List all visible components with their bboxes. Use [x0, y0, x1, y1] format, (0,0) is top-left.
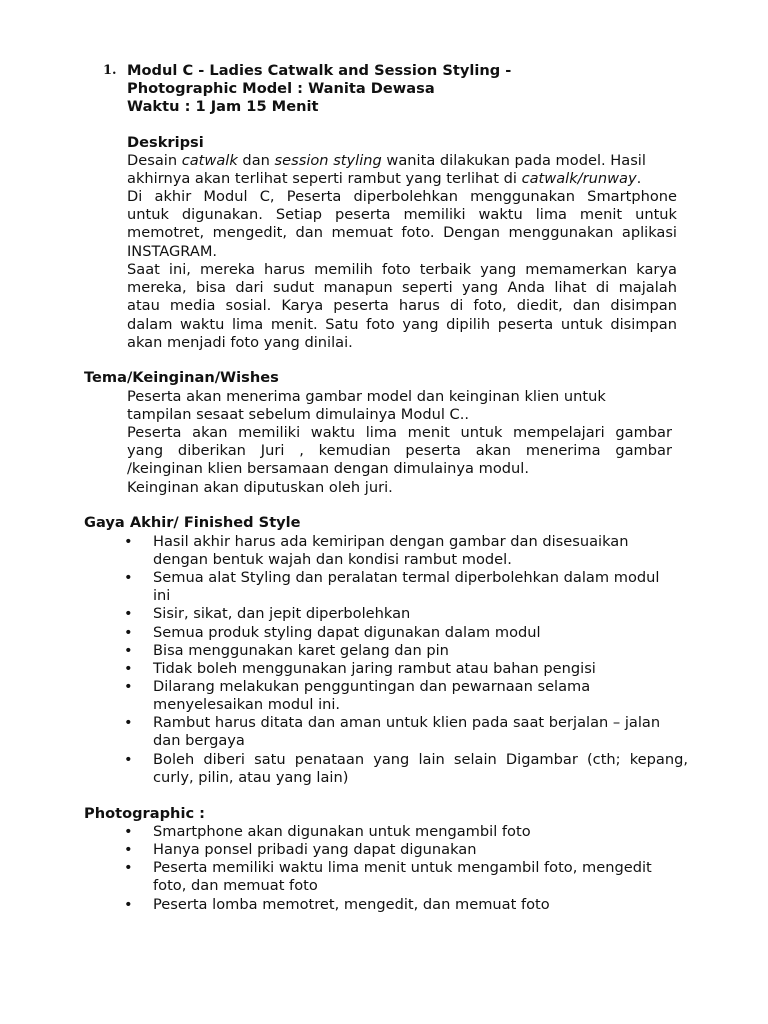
text-line: Peserta akan menerima gambar model dan keinginan klien untuk	[127, 388, 606, 405]
text-line: /keinginan klien bersamaan dengan dimulainya modul.	[127, 460, 529, 478]
deskripsi-p1-line2: akhirnya akan terlihat seperti rambut yang terlihat di catwalk/runway.	[127, 170, 642, 188]
text-line: Semua alat Styling dan peralatan termal diperbolehkan dalam modul	[153, 569, 660, 586]
tema-paragraph-2	[127, 424, 672, 479]
module-title-line2: Photographic Model : Wanita Dewasa	[127, 80, 435, 97]
text-line: akan menjadi foto yang dinilai.	[127, 333, 353, 351]
list-item	[153, 533, 688, 569]
bullet-icon: •	[124, 605, 133, 622]
photographic-heading: Photographic :	[84, 805, 206, 822]
list-item: Smartphone akan digunakan untuk mengambil foto	[153, 823, 531, 840]
list-item: Sisir, sikat, dan jepit diperbolehkan	[153, 605, 411, 622]
deskripsi-p1-line1: Desain catwalk dan session styling wanita dilakukan pada model. Hasil	[127, 152, 646, 169]
bullet-icon: •	[124, 714, 133, 731]
list-item: Semua produk styling dapat digunakan dalam modul	[153, 624, 541, 641]
text-line: dalam waktu lima menit. Satu foto yang dipilih peserta untuk disimpan	[127, 315, 677, 333]
text-line: Rambut harus ditata dan aman untuk klien pada saat berjalan – jalan	[153, 714, 661, 731]
deskripsi-paragraph-1	[127, 152, 677, 188]
text-line: dan bergaya	[153, 732, 245, 750]
text-line: Dilarang melakukan pengguntingan dan pewarnaan selama	[153, 678, 591, 695]
tema-paragraph-1	[127, 388, 672, 424]
bullet-icon: •	[124, 751, 133, 768]
text-line: curly, pilin, atau yang lain)	[153, 769, 349, 787]
bullet-icon: •	[124, 678, 133, 695]
text-line: mereka, bisa dari sudut manapun seperti yang Anda lihat di majalah	[127, 279, 677, 297]
text-line: Di akhir Modul C, Peserta diperbolehkan menggunakan Smartphone	[127, 188, 677, 205]
bullet-icon: •	[124, 841, 133, 858]
text-line: Hasil akhir harus ada kemiripan dengan gambar dan disesuaikan	[153, 533, 629, 550]
text-line: tampilan sesaat sebelum dimulainya Modul C..	[127, 406, 469, 424]
text-line: dengan bentuk wajah dan kondisi rambut model.	[153, 551, 512, 569]
deskripsi-heading: Deskripsi	[127, 134, 204, 151]
text-line: ini	[153, 587, 171, 605]
tema-paragraph-3: Keinginan akan diputuskan oleh juri.	[127, 479, 393, 496]
gaya-heading: Gaya Akhir/ Finished Style	[84, 514, 301, 531]
list-item: Bisa menggunakan karet gelang dan pin	[153, 642, 449, 659]
text-line: foto, dan memuat foto	[153, 877, 318, 895]
list-item: Peserta lomba memotret, mengedit, dan memuat foto	[153, 896, 550, 913]
bullet-icon: •	[124, 569, 133, 586]
text-line: Saat ini, mereka harus memilih foto terbaik yang memamerkan karya	[127, 261, 677, 278]
bullet-icon: •	[124, 533, 133, 550]
text-line: untuk digunakan. Setiap peserta memiliki waktu lima menit untuk	[127, 206, 677, 224]
list-item	[153, 751, 688, 787]
text-line: INSTAGRAM.	[127, 242, 218, 260]
bullet-icon: •	[124, 642, 133, 659]
bullet-icon: •	[124, 624, 133, 641]
list-item	[153, 678, 688, 714]
bullet-icon: •	[124, 859, 133, 876]
bullet-icon: •	[124, 660, 133, 677]
tema-heading: Tema/Keinginan/Wishes	[84, 369, 279, 386]
text-line: menyelesaikan modul ini.	[153, 696, 341, 714]
list-item	[153, 569, 688, 605]
text-line: Boleh diberi satu penataan yang lain selain Digambar (cth; kepang,	[153, 751, 688, 768]
deskripsi-paragraph-2	[127, 188, 677, 261]
deskripsi-paragraph-3	[127, 261, 677, 352]
module-time: Waktu : 1 Jam 15 Menit	[127, 98, 319, 115]
list-item: Hanya ponsel pribadi yang dapat digunakan	[153, 841, 477, 858]
list-item	[153, 714, 688, 750]
text-line: Peserta akan memiliki waktu lima menit untuk mempelajari gambar	[127, 424, 672, 441]
text-line: memotret, mengedit, dan memuat foto. Dengan menggunakan aplikasi	[127, 224, 677, 242]
text-line: atau media sosial. Karya peserta harus di foto, diedit, dan disimpan	[127, 297, 677, 315]
bullet-icon: •	[124, 823, 133, 840]
text-line: Peserta memiliki waktu lima menit untuk mengambil foto, mengedit	[153, 859, 652, 876]
module-title-line1: Modul C - Ladies Catwalk and Session Styling -	[127, 62, 512, 79]
text-line: yang diberikan Juri , kemudian peserta akan menerima gambar	[127, 442, 672, 460]
list-number: 1.	[103, 63, 117, 78]
list-item: Tidak boleh menggunakan jaring rambut atau bahan pengisi	[153, 660, 596, 677]
list-item	[153, 859, 688, 895]
bullet-icon: •	[124, 896, 133, 913]
